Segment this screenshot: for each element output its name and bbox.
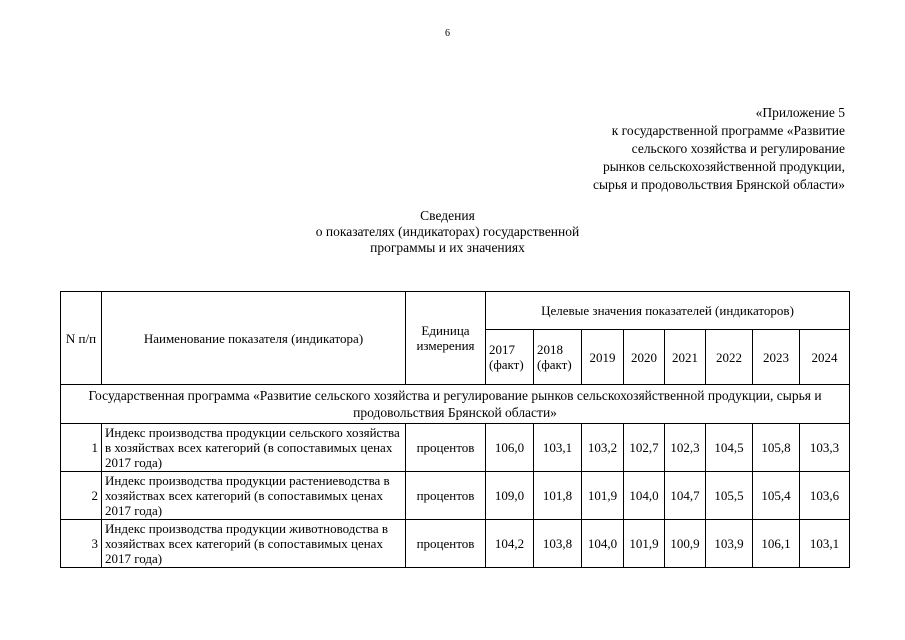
document-heading — [250, 208, 645, 256]
value-cell: 103,3 — [800, 424, 850, 472]
appendix-line: сельского хозяйства и регулирование — [631, 141, 845, 156]
table-row — [61, 424, 850, 472]
header-year: 2024 — [800, 330, 850, 385]
value-cell: 106,1 — [753, 520, 800, 568]
value-cell: 104,5 — [706, 424, 753, 472]
header-year: 2023 — [753, 330, 800, 385]
heading-line: о показателях (индикаторах) государственной — [315, 224, 580, 239]
value-cell: 101,9 — [582, 472, 624, 520]
header-year: 2022 — [706, 330, 753, 385]
value-cell: 104,7 — [665, 472, 706, 520]
header-year: 2019 — [582, 330, 624, 385]
value-cell: 109,0 — [486, 472, 534, 520]
value-cell: 104,2 — [486, 520, 534, 568]
indicator-name: Индекс производства продукции животноводства в хозяйствах всех категорий (в сопоставимых ценах 2017 года) — [102, 520, 406, 568]
heading-line: Сведения — [420, 208, 475, 223]
program-title: Государственная программа «Развитие сельского хозяйства и регулирование рынков сельскохозяйственной продукции, сырья и продовольствия Брянской области» — [61, 385, 850, 424]
row-number: 3 — [61, 520, 102, 568]
appendix-line: рынков сельскохозяйственной продукции, — [602, 159, 845, 174]
value-cell: 103,1 — [800, 520, 850, 568]
value-cell: 102,7 — [624, 424, 665, 472]
value-cell: 102,3 — [665, 424, 706, 472]
row-number: 1 — [61, 424, 102, 472]
value-cell: 101,8 — [534, 472, 582, 520]
value-cell: 105,5 — [706, 472, 753, 520]
row-number: 2 — [61, 472, 102, 520]
value-cell: 104,0 — [582, 520, 624, 568]
indicator-name: Индекс производства продукции растениеводства в хозяйствах всех категорий (в сопоставимых ценах 2017 года) — [102, 472, 406, 520]
value-cell: 103,8 — [534, 520, 582, 568]
header-year: 2020 — [624, 330, 665, 385]
appendix-line: к государственной программе «Развитие — [611, 123, 845, 138]
appendix-line: сырья и продовольствия Брянской области» — [593, 177, 845, 192]
header-year: 2021 — [665, 330, 706, 385]
indicators-table — [60, 291, 850, 568]
value-cell: 105,8 — [753, 424, 800, 472]
value-cell: 103,6 — [800, 472, 850, 520]
table-row — [61, 472, 850, 520]
header-year: 2017 (факт) — [486, 330, 534, 385]
value-cell: 104,0 — [624, 472, 665, 520]
heading-line: программы и их значениях — [370, 240, 525, 255]
unit-cell: процентов — [406, 520, 486, 568]
header-year: 2018 (факт) — [534, 330, 582, 385]
unit-cell: процентов — [406, 472, 486, 520]
header-unit: Единица измерения — [406, 292, 486, 385]
value-cell: 101,9 — [624, 520, 665, 568]
value-cell: 103,1 — [534, 424, 582, 472]
value-cell: 105,4 — [753, 472, 800, 520]
value-cell: 103,9 — [706, 520, 753, 568]
table-row — [61, 520, 850, 568]
header-num: N п/п — [61, 292, 102, 385]
appendix-line: «Приложение 5 — [755, 105, 845, 120]
value-cell: 103,2 — [582, 424, 624, 472]
header-name: Наименование показателя (индикатора) — [102, 292, 406, 385]
header-targets: Целевые значения показателей (индикаторов) — [486, 292, 850, 330]
appendix-caption — [465, 104, 845, 194]
page-number: 6 — [445, 28, 450, 39]
program-title-row — [61, 385, 850, 424]
indicator-name: Индекс производства продукции сельского хозяйства в хозяйствах всех категорий (в сопоставимых ценах 2017 года) — [102, 424, 406, 472]
value-cell: 100,9 — [665, 520, 706, 568]
unit-cell: процентов — [406, 424, 486, 472]
value-cell: 106,0 — [486, 424, 534, 472]
